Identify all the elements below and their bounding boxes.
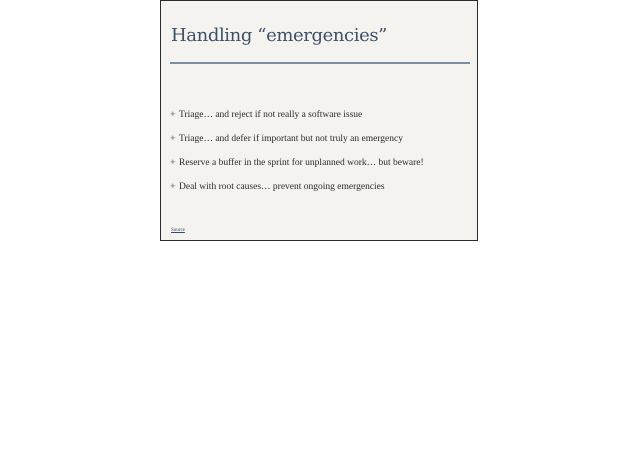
bullet-text: Deal with root causes… prevent ongoing emergencies: [179, 182, 385, 192]
list-item: [169, 133, 424, 157]
list-item: [169, 181, 424, 205]
source-link[interactable]: Source: [171, 228, 185, 233]
bullet-list: [169, 109, 424, 205]
list-item: [169, 109, 424, 133]
slide: [160, 0, 478, 241]
bullet-text: Triage… and defer if important but not truly an emergency: [179, 134, 403, 144]
slide-title: Handling “emergencies”: [171, 25, 387, 46]
four-point-star-icon: ✦: [169, 157, 177, 167]
four-point-star-icon: ✦: [169, 181, 177, 191]
bullet-text: Triage… and reject if not really a software issue: [179, 110, 363, 120]
bullet-text: Reserve a buffer in the sprint for unplanned work… but beware!: [179, 158, 424, 168]
four-point-star-icon: ✦: [169, 109, 177, 119]
four-point-star-icon: ✦: [169, 133, 177, 143]
list-item: [169, 157, 424, 181]
title-divider: [170, 62, 470, 64]
